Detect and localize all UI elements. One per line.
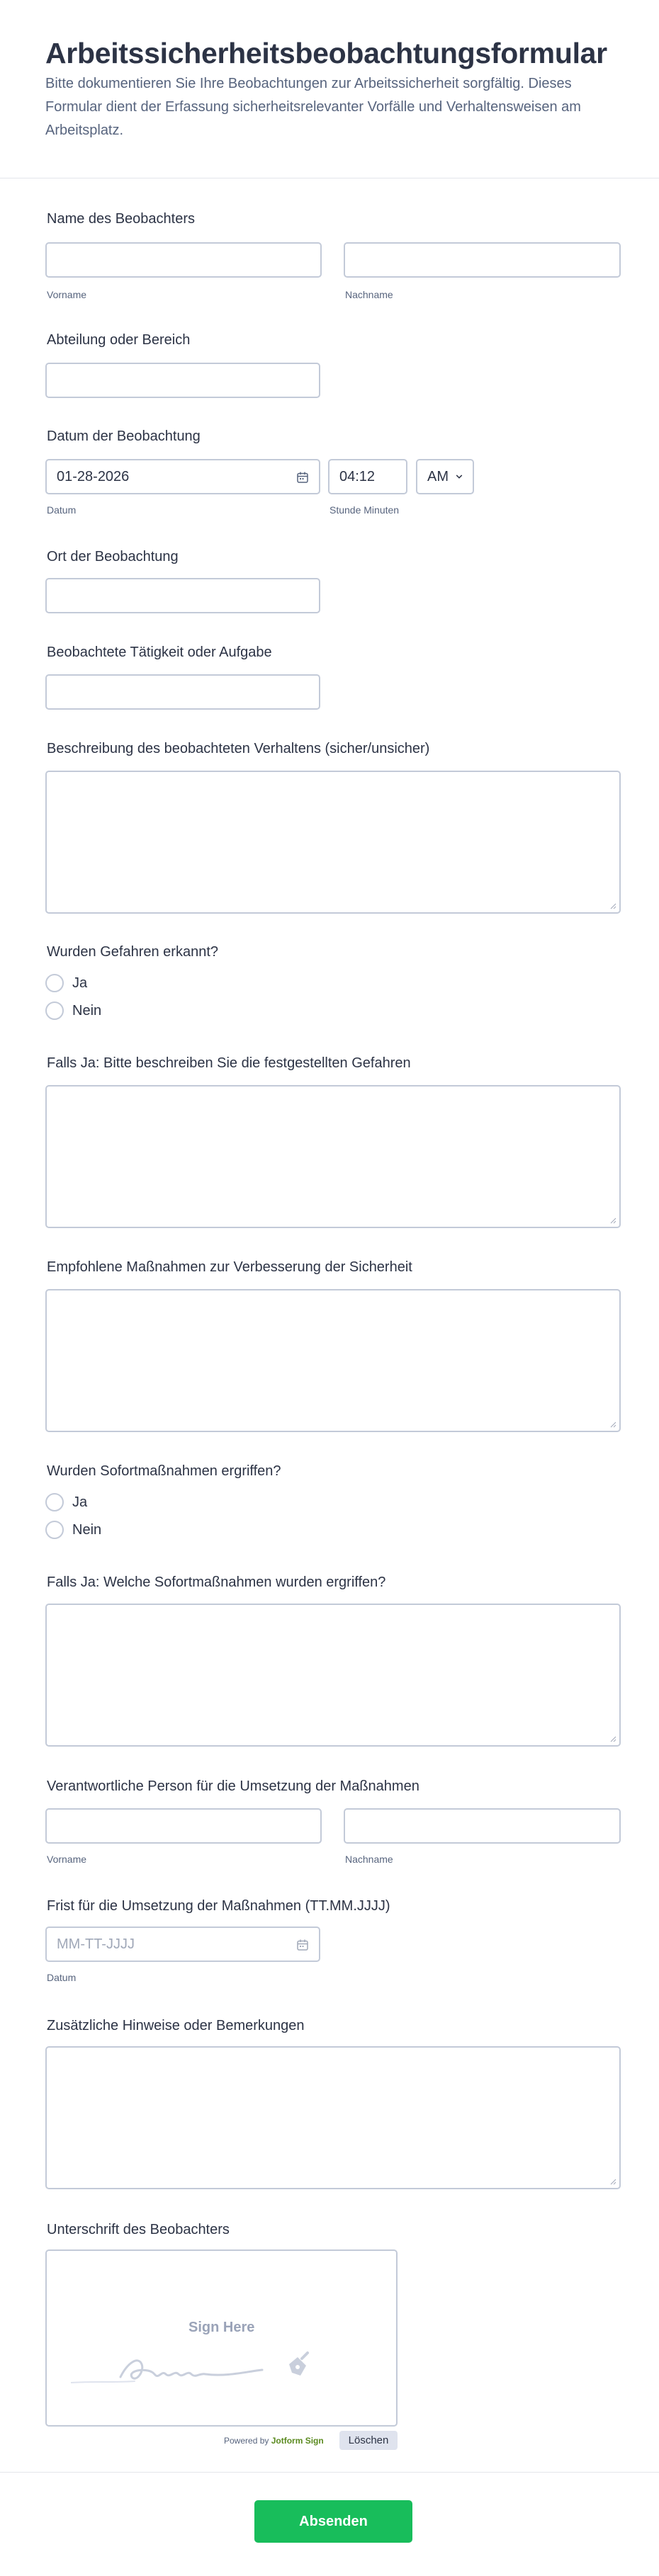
immediate-detail-textarea[interactable] <box>45 1604 621 1747</box>
immediate-label: Wurden Sofortmaßnahmen ergriffen? <box>47 1463 281 1479</box>
hazards-option-ja-label: Ja <box>72 975 88 991</box>
responsible-last-name-input[interactable] <box>344 1808 621 1844</box>
hazards-option-nein[interactable] <box>45 1002 101 1020</box>
hazards-detail-textarea[interactable] <box>45 1085 621 1228</box>
immediate-option-nein[interactable] <box>45 1521 101 1539</box>
calendar-icon[interactable] <box>296 471 309 484</box>
signature-label: Unterschrift des Beobachters <box>47 2222 230 2237</box>
ampm-select[interactable] <box>416 459 474 494</box>
submit-button[interactable]: Absenden <box>254 2500 412 2543</box>
form-title: Arbeitssicherheitsbeobachtungsformular <box>45 37 607 69</box>
form-header <box>0 0 659 178</box>
deadline-sublabel: Datum <box>47 1972 77 1983</box>
hazards-option-ja[interactable] <box>45 974 87 992</box>
hazards-detail-label: Falls Ja: Bitte beschreiben Sie die festgestellten Gefahren <box>47 1055 411 1071</box>
department-label: Abteilung oder Bereich <box>47 332 191 348</box>
observation-date-sublabel: Datum <box>47 504 77 516</box>
behavior-textarea[interactable] <box>45 771 621 914</box>
jotform-sign-brand: Jotform Sign <box>271 2436 324 2446</box>
observation-date-input[interactable] <box>45 459 320 494</box>
recommendations-label: Empfohlene Maßnahmen zur Verbesserung der Sicherheit <box>47 1259 412 1275</box>
responsible-first-name-sublabel: Vorname <box>47 1854 87 1865</box>
observer-first-name-input[interactable] <box>45 242 322 278</box>
hazards-label: Wurden Gefahren erkannt? <box>47 944 219 960</box>
observation-date-value: 01-28-2026 <box>57 468 130 484</box>
deadline-placeholder: MM-TT-JJJJ <box>57 1936 135 1952</box>
observation-date-label: Datum der Beobachtung <box>47 429 201 444</box>
immediate-option-ja-label: Ja <box>72 1494 88 1510</box>
responsible-label: Verantwortliche Person für die Umsetzung der Maßnahmen <box>47 1778 419 1794</box>
responsible-last-name-sublabel: Nachname <box>345 1854 393 1865</box>
observation-time-input[interactable] <box>328 459 407 494</box>
observer-last-name-sublabel: Nachname <box>345 289 393 300</box>
hazards-option-nein-label: Nein <box>72 1002 102 1019</box>
observer-first-name-sublabel: Vorname <box>47 289 87 300</box>
responsible-first-name-input[interactable] <box>45 1808 322 1844</box>
activity-label: Beobachtete Tätigkeit oder Aufgabe <box>47 645 272 660</box>
behavior-label: Beschreibung des beobachteten Verhaltens (sicher/unsicher) <box>47 741 430 756</box>
observation-time-sublabel: Stunde Minuten <box>330 504 400 516</box>
calendar-icon[interactable] <box>296 1939 309 1951</box>
resize-handle-icon[interactable] <box>609 1421 616 1428</box>
clear-signature-button[interactable]: Löschen <box>339 2431 398 2450</box>
activity-input[interactable] <box>45 674 320 710</box>
location-input[interactable] <box>45 578 320 613</box>
resize-handle-icon[interactable] <box>609 2178 616 2185</box>
radio-circle-icon[interactable] <box>45 1521 64 1539</box>
form-description: Bitte dokumentieren Sie Ihre Beobachtungen zur Arbeitssicherheit sorgfältig. Dieses Formular dient der Erfassung sicherheitsrelevanter Vorfälle und Verhaltensweisen am Arbeitsplatz. <box>45 76 581 138</box>
signature-pad[interactable] <box>45 2249 398 2427</box>
observation-time-value: 04:12 <box>339 468 376 484</box>
footer-divider <box>0 2472 659 2473</box>
remarks-label: Zusätzliche Hinweise oder Bemerkungen <box>47 2018 305 2033</box>
resize-handle-icon[interactable] <box>609 1217 616 1224</box>
resize-handle-icon[interactable] <box>609 1735 616 1742</box>
powered-by-prefix: Powered by <box>224 2436 269 2446</box>
chevron-down-icon <box>456 474 463 480</box>
observer-last-name-input[interactable] <box>344 242 621 278</box>
radio-circle-icon[interactable] <box>45 1493 64 1511</box>
radio-circle-icon[interactable] <box>45 1002 64 1020</box>
department-input[interactable] <box>45 363 320 398</box>
powered-by-text <box>224 2436 324 2446</box>
radio-circle-icon[interactable] <box>45 974 64 992</box>
immediate-option-nein-label: Nein <box>72 1521 102 1538</box>
sign-here-text: Sign Here <box>188 2320 255 2335</box>
signature-scribble-icon <box>71 2349 326 2391</box>
immediate-detail-label: Falls Ja: Welche Sofortmaßnahmen wurden ergriffen? <box>47 1574 386 1590</box>
observer-name-label: Name des Beobachters <box>47 211 196 227</box>
deadline-label: Frist für die Umsetzung der Maßnahmen (TT.MM.JJJJ) <box>47 1898 390 1914</box>
immediate-option-ja[interactable] <box>45 1493 87 1511</box>
location-label: Ort der Beobachtung <box>47 549 179 564</box>
ampm-value: AM <box>427 468 449 484</box>
recommendations-textarea[interactable] <box>45 1289 621 1432</box>
remarks-textarea[interactable] <box>45 2046 621 2189</box>
deadline-date-input[interactable] <box>45 1927 320 1962</box>
resize-handle-icon[interactable] <box>609 902 616 909</box>
